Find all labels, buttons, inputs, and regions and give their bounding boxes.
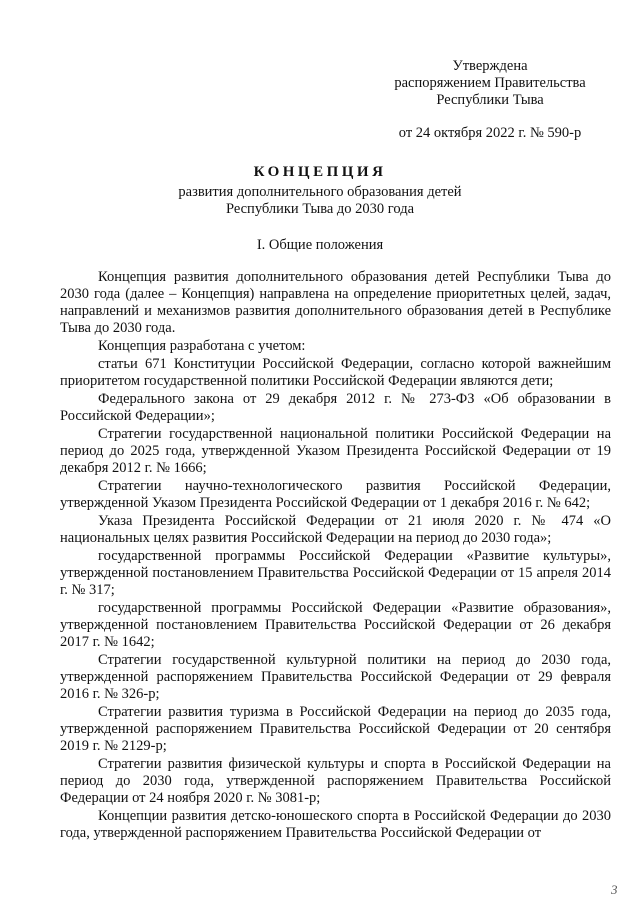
document-subtitle — [0, 184, 640, 218]
paragraph: Концепция разработана с учетом: — [98, 338, 306, 354]
page-number: 3 — [611, 882, 618, 897]
approval-line-3: Республики Тыва — [436, 92, 544, 108]
document-title: КОНЦЕПЦИЯ — [253, 164, 387, 180]
paragraph: Стратегии научно-технологического развития Российской Федерации, утвержденной Указом Президента Российской Федерации от 1 декабря 2016 г. № 642; — [60, 478, 611, 511]
approval-block — [380, 58, 600, 142]
approval-date: от 24 октября 2022 г. № 590-р — [398, 125, 582, 141]
paragraph: Федерального закона от 29 декабря 2012 г. № 273-ФЗ «Об образовании в Российской Федерации»; — [60, 391, 611, 424]
subtitle-line-2: Республики Тыва до 2030 года — [225, 201, 415, 217]
paragraph: государственной программы Российской Федерации «Развитие образования», утвержденной постановлением Правительства Российской Федерации от 26 декабря 2017 г. № 1642; — [60, 600, 611, 650]
approval-line-2: распоряжением Правительства — [394, 75, 586, 91]
paragraph: статьи 671 Конституции Российской Федерации, согласно которой важнейшим приоритетом государственной политики Российской Федерации являются дети; — [60, 356, 611, 389]
paragraph: Концепции развития детско-юношеского спорта в Российской Федерации до 2030 года, утвержденной распоряжением Правительства Российской Федерации от — [60, 808, 611, 841]
document-body — [60, 269, 611, 843]
paragraph: Стратегии развития туризма в Российской Федерации на период до 2035 года, утвержденной распоряжением Правительства Российской Федерации от 20 сентября 2019 г. № 2129-р; — [60, 704, 611, 754]
paragraph: Стратегии развития физической культуры и спорта в Российской Федерации на период до 2030 года, утвержденной распоряжением Правительства Российской Федерации от 24 ноября 2020 г. № 3081-р; — [60, 756, 611, 806]
approval-line-1: Утверждена — [452, 58, 528, 74]
paragraph: Концепция развития дополнительного образования детей Республики Тыва до 2030 года (далее – Концепция) направлена на определение приоритетных целей, задач, направлений и механизмов развития дополнительного образования детей в Республике Тыва до 2030 года. — [60, 269, 611, 336]
subtitle-line-1: развития дополнительного образования детей — [178, 184, 462, 200]
paragraph: Стратегии государственной культурной политики на период до 2030 года, утвержденной распоряжением Правительства Российской Федерации от 29 февраля 2016 г. № 326-р; — [60, 652, 611, 702]
paragraph: государственной программы Российской Федерации «Развитие культуры», утвержденной постановлением Правительства Российской Федерации от 15 апреля 2014 г. № 317; — [60, 548, 611, 598]
section-heading: I. Общие положения — [256, 237, 384, 253]
paragraph: Указа Президента Российской Федерации от 21 июля 2020 г. № 474 «О национальных целях развития Российской Федерации на период до 2030 года»; — [60, 513, 611, 546]
paragraph: Стратегии государственной национальной политики Российской Федерации на период до 2025 года, утвержденной Указом Президента Российской Федерации от 19 декабря 2012 г. № 1666; — [60, 426, 611, 476]
